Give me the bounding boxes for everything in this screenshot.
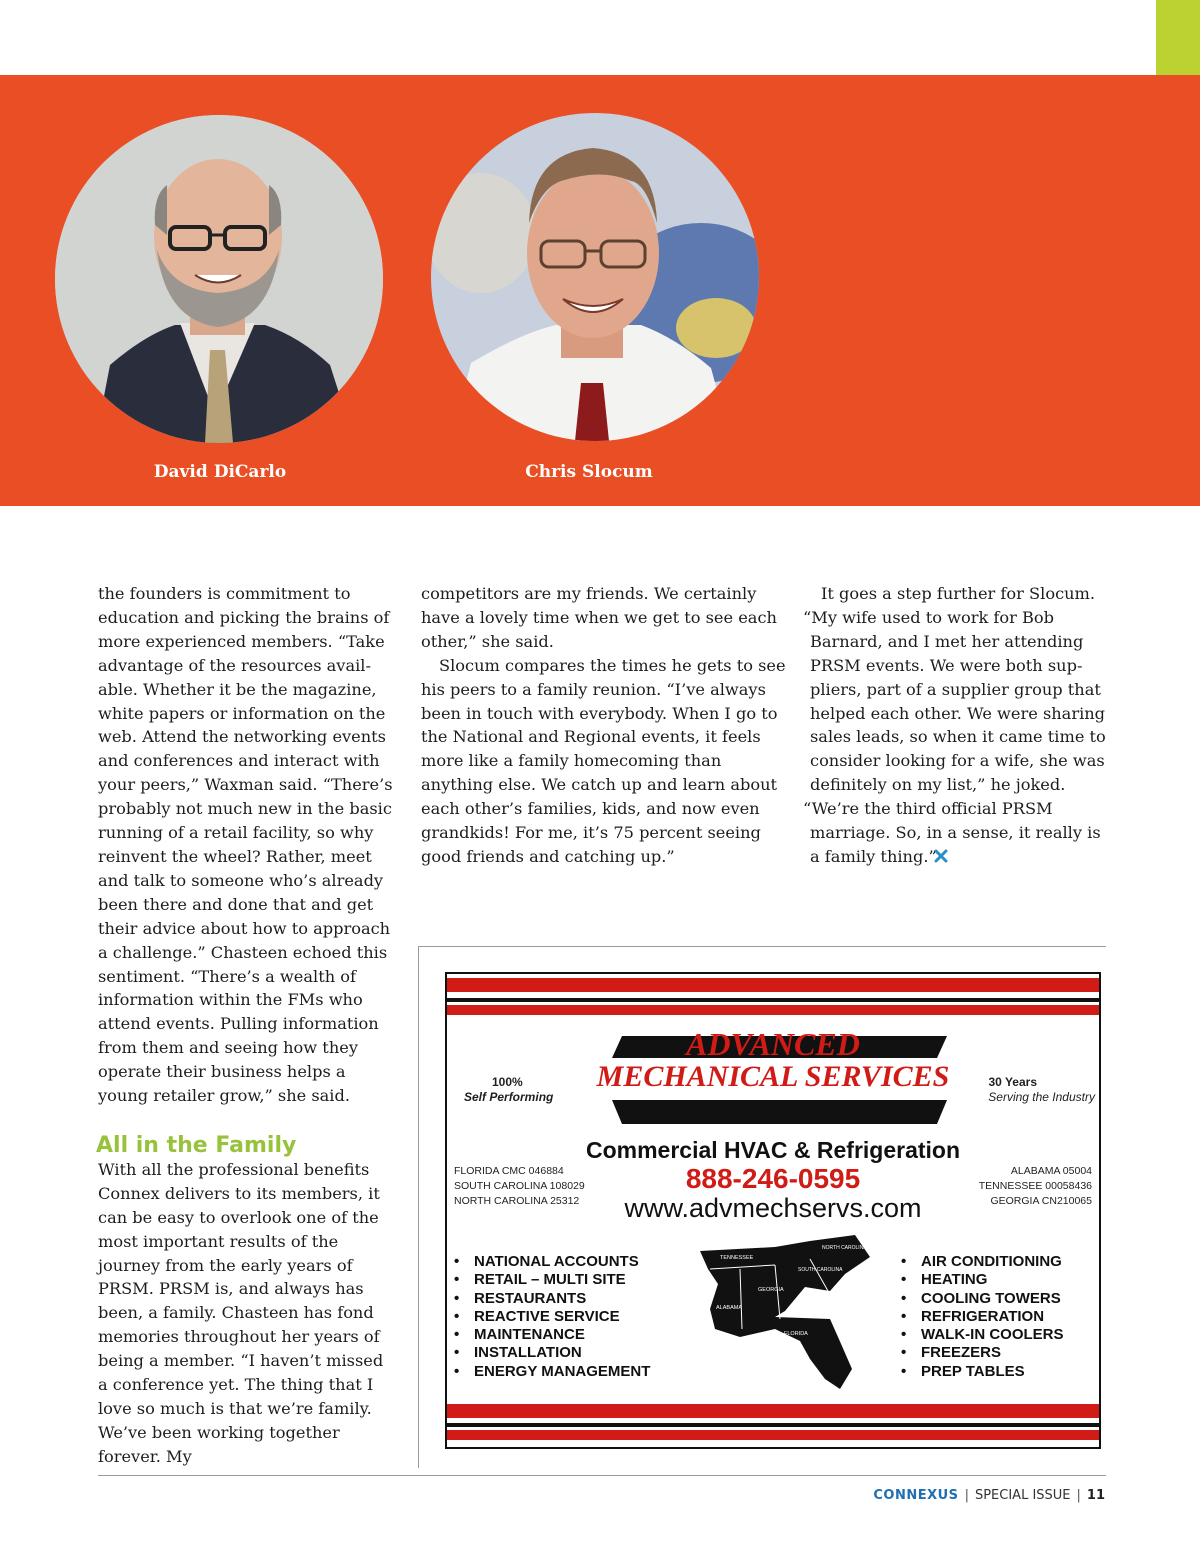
page-number: 11 [1086,1488,1105,1503]
ad-frame-rule [418,946,1106,947]
section-heading: All in the Family [96,1132,297,1158]
ad-licenses-right: ALABAMA 05004 TENNESSEE 00058436 GEORGIA CN210065 [978,1165,1092,1207]
footer-rule [98,1475,1106,1476]
caption-chris-slocum: Chris Slocum [525,462,653,482]
ad-tagline: Commercial HVAC & Refrigeration [585,1137,961,1163]
ad-licenses-left: FLORIDA CMC 046884 SOUTH CAROLINA 108029 NORTH CAROLINA 25312 [454,1165,585,1207]
article-column-2 [421,582,786,869]
ad-right-badge-line2: Serving the Industry [988,1090,1095,1104]
article-paragraph: competitors are my friends. We certainly have a lovely time when we get to see each other,” she said. [421,584,777,651]
map-label: FLORIDA [784,1331,808,1337]
ad-right-badge-line1: 30 Years [988,1075,1037,1089]
map-label: TENNESSEE [720,1255,754,1261]
article-paragraph: “My wife used to work for Bob Barnard, and I met her attending PRSM events. We were both sup-pliers, part of a supplier group that helped each other. We were sharing sales leads, so when it came time to consider looking for a wife, she was definitely on my list,” he joked. [803,607,1106,795]
ad-phone[interactable]: 888-246-0595 [685,1163,861,1194]
end-mark-icon [941,846,948,870]
advertisement [445,972,1101,1449]
portrait-chris-slocum [431,113,759,441]
ad-brand-line2: MECHANICAL SERVICES [596,1060,950,1093]
ad-website-link[interactable]: www.advmechservs.com [624,1193,922,1223]
article-paragraph: With all the professional benefits Connex delivers to its members, it can be easy to overlook one of the most important results of the journey from the early years of PRSM. PRSM is, and always has been, a family. Chasteen has fond memories throughout her years of being a member. “I haven’t missed a conference yet. The thing that I love so much is that we’re family. We’ve been working together forever. My [98,1159,384,1466]
ad-services-left: • NATIONAL ACCOUNTS • RETAIL – MULTI SITE • RESTAURANTS • REACTIVE SERVICE • MAINTENANCE • INSTALLATION • ENERGY MANAGEMENT [454,1253,650,1381]
map-label: ALABAMA [716,1305,742,1311]
page-footer [873,1488,1105,1503]
footer-separator: | [964,1488,969,1503]
footer-brand: CONNEXUS [873,1488,959,1503]
article-paragraph: It goes a step further for Slocum. [821,584,1096,603]
portrait-david-dicarlo [55,115,383,443]
map-label: NORTH CAROLINA [822,1245,867,1251]
ad-left-badge-line2: Self Performing [464,1090,554,1104]
ad-stripe [447,1404,1099,1418]
ad-frame-rule [418,946,419,1468]
article-paragraph: “We’re the third official PRSM marriage. So, in a sense, it really is a family thing.” [803,797,1113,869]
map-label: SOUTH CAROLINA [798,1267,843,1273]
ad-stripe [447,998,1099,1002]
footer-separator: | [1076,1488,1081,1503]
ad-southeast-map [680,1229,880,1404]
ad-left-badge-line1: 100% [492,1075,523,1089]
ad-stripe [447,978,1099,992]
page-corner-accent [1156,0,1200,75]
ad-stripe [447,1005,1099,1015]
article-paragraph: Slocum compares the times he gets to see his peers to a family reunion. “I’ve always been in touch with everybody. When I go to the National and Regional events, it feels more like a family homecoming than anything else. We catch up and learn about each other’s families, kids, and now even grandkids! For me, it’s 75 percent seeing good friends and catching up.” [421,655,786,866]
article-column-3 [803,582,1113,869]
article-paragraph: the founders is commitment to education and picking the brains of more experienced members. “Take advantage of the resources avail-able. Whether it be the magazine, white papers or information on the web. Attend the networking events and conferences and interact with your peers,” Waxman said. “There’s probably not much new in the basic running of a retail facility, so why reinvent the wheel? Rather, meet and talk to someone who’s already been there and done that and get their advice about how to approach a challenge.” Chasteen echoed this sentiment. “There’s a wealth of information within the FMs who attend events. Pulling information from them and seeing how they operate their business helps a young retailer grow,” she said. [98,584,393,1106]
map-label: GEORGIA [758,1287,784,1293]
ad-stripe [447,1423,1099,1427]
ad-services-right: • AIR CONDITIONING • HEATING • COOLING TOWERS • REFRIGERATION • WALK-IN COOLERS • FREEZERS • PREP TABLES [901,1253,1064,1381]
article-column-1 [98,582,398,1469]
caption-david-dicarlo: David DiCarlo [153,462,287,482]
ad-brand-line1: ADVANCED [686,1026,860,1062]
footer-issue: SPECIAL ISSUE [974,1488,1071,1503]
ad-stripe [447,1430,1099,1440]
